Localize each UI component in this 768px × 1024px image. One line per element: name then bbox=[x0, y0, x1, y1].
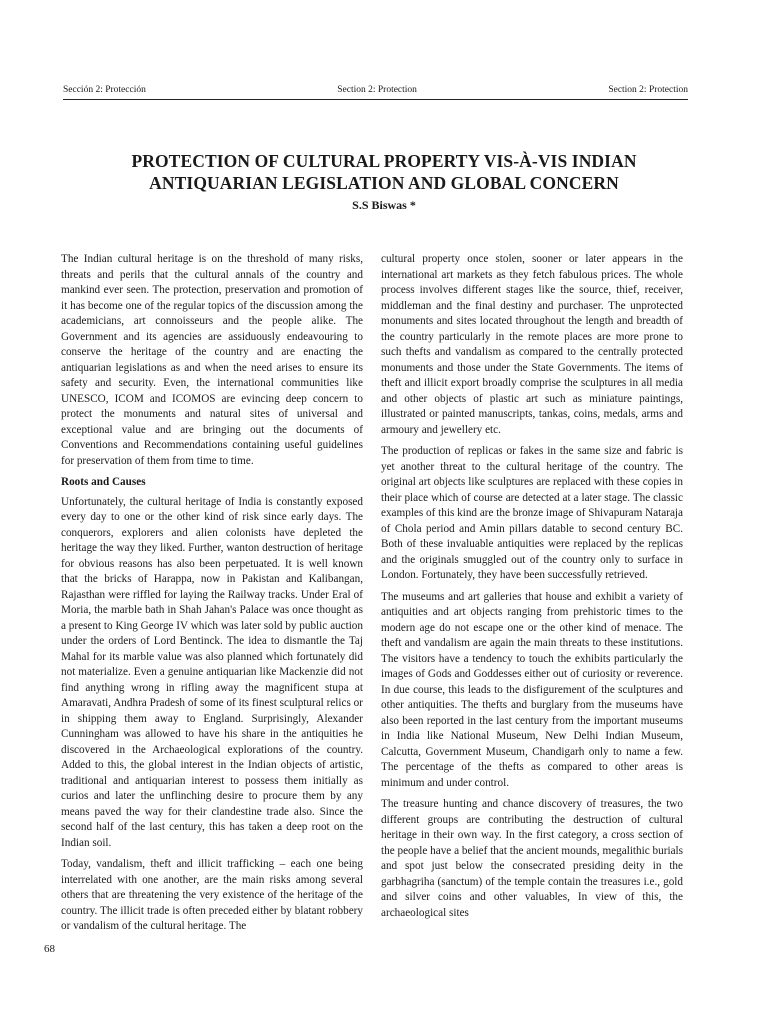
section-heading: Roots and Causes bbox=[61, 476, 146, 488]
paragraph: Today, vandalism, theft and illicit trafficking – each one being interrelated with one another, are the main risks among several others that are threatening the very existence of the heritage of the country. The illicit trade is often preceded either by blatant robbery or vandalism of the cultural heritage. The bbox=[61, 858, 363, 932]
title-block bbox=[80, 150, 688, 213]
article-title-line-2: ANTIQUARIAN LEGISLATION AND GLOBAL CONCERN bbox=[149, 173, 619, 193]
running-head-left: Sección 2: Protección bbox=[63, 85, 146, 95]
running-head-right: Section 2: Protection bbox=[608, 85, 688, 95]
running-header bbox=[63, 85, 688, 100]
left-column bbox=[61, 252, 363, 941]
paragraph: The Indian cultural heritage is on the threshold of many risks, threats and perils that the cultural annals of the country and mankind ever seen. The protection, preservation and promotion of it has become one of the regular topics of the discussion among the academicians, art connoisseurs and the people alike. The Government and its agencies are assiduously endeavouring to conserve the heritage of the country and are enacting the antiquarian legislations as and when the need arises to ensure its safety and security. Even, the international communities like UNESCO, ICOM and ICOMOS are evincing deep concern to protect the monuments and natural sites of universal and exceptional value and are bringing out the documents of Conventions and Recommendations containing useful guidelines for preservation of them from time to time. bbox=[61, 253, 363, 467]
page-number: 68 bbox=[44, 943, 55, 955]
paragraph: Unfortunately, the cultural heritage of India is constantly exposed every day to one or the other kind of risk since early days. The conquerors, explorers and alien colonists have depleted the heritage the way they liked. Further, wanton destruction of heritage for obvious reasons has also been perpetuated. It is well known that the bricks of Harappa, now in Pakistan and Kalibangan, Rajasthan were riffled for laying the Railway tracks. Under Eral of Moria, the marble bath in Shah Jahan's Palace was once thought as a present to King George IV which was later sold by public auction under the orders of Lord Bentinck. The idea to dismantle the Taj Mahal for its marble value was also planned which fortunately did not materialize. Even a genuine antiquarian like Mackenzie did not find anything wrong in rifling away the magnificent stupa at Amaravati, Andhra Pradesh of some of its finest sculptural relics or in shipping them away to England. Surprisingly, Alexander Cunningham was allowed to have his share in the antiquities he discovered in the Archaeological explorations of the country. Added to this, the global interest in the Indian objects of artistic, traditional and antiquarian interest to possess them initially as curios and later the unflinching desire to procure them by any means paved the way for their clandestine trade also. Since the second half of the last century, this has taken a deep root on the Indian soil. bbox=[61, 495, 363, 849]
paragraph: The museums and art galleries that house and exhibit a variety of antiquities and art objects ranging from prehistoric times to the modern age do not escape one or the other kind of menace. The theft and vandalism are again the main threats to these institutions. The visitors have a tendency to touch the exhibits particularly the images of Gods and Goddesses either out of curiosity or reverence. In due course, this leads to the disfigurement of the sculptures and other antiquities. The thefts and burglary from the museums have also been reported in the last century from the important museums in India like National Museum, New Delhi Indian Museum, Calcutta, Government Museum, Chandigarh only to name a few. The percentage of the thefts as compared to other areas is minimum and under control. bbox=[381, 590, 683, 789]
running-head-center: Section 2: Protection bbox=[337, 85, 417, 95]
author-name: S.S Biswas * bbox=[352, 198, 416, 212]
paragraph: The production of replicas or fakes in the same size and fabric is yet another threat to the cultural heritage of the country. The original art objects like sculptures are replaced with these copies in their place which of course are detected at a later stage. The classic examples of this kind are the bronze image of Shivapuram Nataraja of Chola period and Amin pillars datable to second century BC. Both of these invaluable antiquities were replaced by the replicas and the originals smuggled out of the country only to surface in London. Fortunately, they have been successfully retrieved. bbox=[381, 445, 683, 581]
article-title-line-1: PROTECTION OF CULTURAL PROPERTY VIS-À-VIS INDIAN bbox=[131, 151, 637, 171]
paragraph: The treasure hunting and chance discovery of treasures, the two different groups are contributing the destruction of cultural heritage in their own way. In the first category, a cross section of the people have a belief that the ancient mounds, megalithic burials and spot just below the consecrated presiding deity in the garbhagriha (sanctum) of the temple contain the treasures i.e., gold and silver coins and other valuables, In view of this, the archaeological sites bbox=[381, 798, 683, 919]
right-column bbox=[381, 252, 683, 927]
paragraph: cultural property once stolen, sooner or later appears in the international art markets as they fetch fabulous prices. The whole process involves different stages like the source, thief, receiver, middleman and the final destiny and purchaser. The unprotected monuments and sites located throughout the length and breadth of the country particularly in the remote places are more prone to such thefts and vandalism as compared to the centrally protected monuments and those under the State Governments. The items of theft and illicit export broadly comprise the sculptures in all media and other objects of plastic art such as miniature paintings, illustrated or painted manuscripts, tankas, coins, medals, arms and armoury and jewellery etc. bbox=[381, 253, 683, 436]
